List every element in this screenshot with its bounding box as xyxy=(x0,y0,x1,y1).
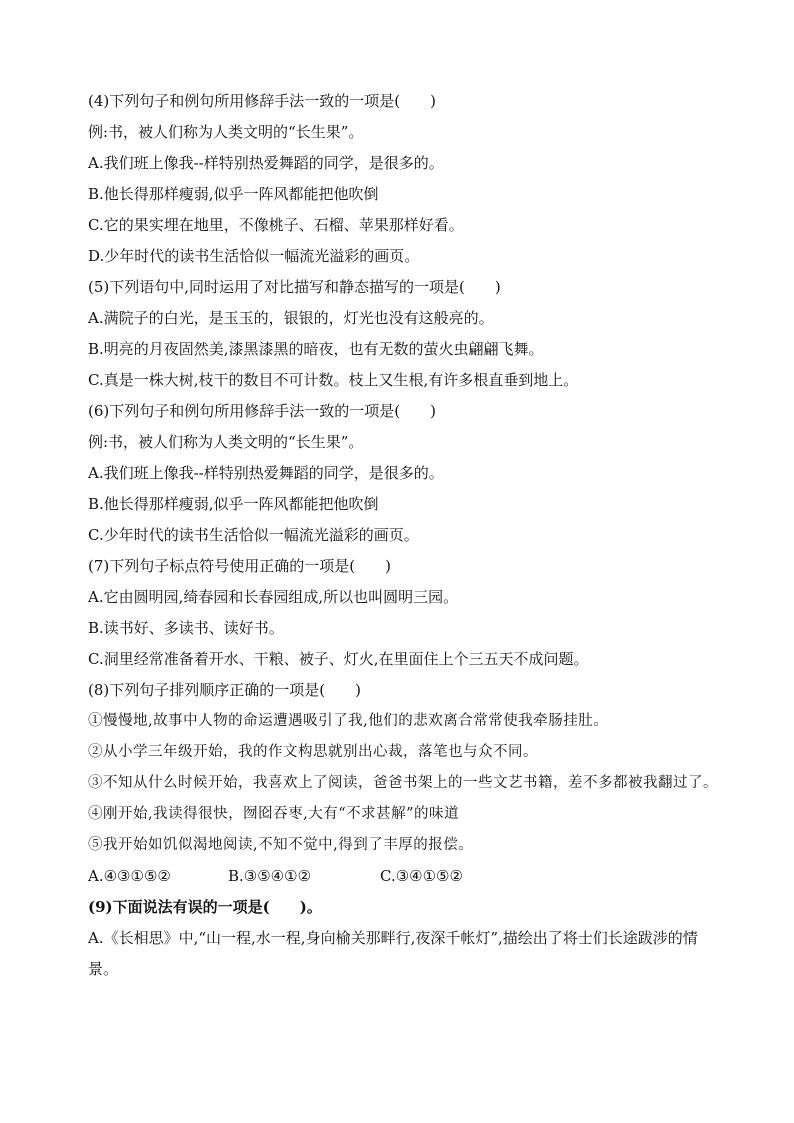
q4-stem: (4)下列句子和例句所用修辞手法一致的一项是( ) xyxy=(88,92,436,110)
q7-option-b: B.读书好、多读书、读好书。 xyxy=(88,619,284,637)
q6-option-b: B.他长得那样瘦弱,似乎一阵风都能把他吹倒 xyxy=(88,495,379,513)
q6-option-c: C.少年时代的读书生活恰似一幅流光溢彩的画页。 xyxy=(88,526,419,544)
q4-example: 例:书，被人们称为人类文明的“长生果”。 xyxy=(88,123,364,141)
q7-option-a: A.它由圆明园,绮春园和长春园组成,所以也叫圆明三园。 xyxy=(88,588,459,606)
q5-option-c: C.真是一株大树,枝干的数目不可计数。枝上又生根,有许多根直垂到地上。 xyxy=(88,371,579,389)
q8-sentence-1: ①慢慢地,故事中人物的命运遭遇吸引了我,他们的悲欢离合常常使我牵肠挂肚。 xyxy=(88,713,609,729)
q6-option-a: A.我们班上像我--样特别热爱舞蹈的同学，是很多的。 xyxy=(88,464,444,482)
q8-stem: (8)下列句子排列顺序正确的一项是( ) xyxy=(88,681,361,699)
q8-option-c: C.③④①⑤② xyxy=(380,867,463,885)
q5-stem: (5)下列语句中,同时运用了对比描写和静态描写的一项是( ) xyxy=(88,278,501,296)
q8-sentence-2: ②从小学三年级开始，我的作文构思就别出心裁，落笔也与众不同。 xyxy=(88,744,538,760)
q4-option-d: D.少年时代的读书生活恰似一幅流光溢彩的画页。 xyxy=(88,247,420,265)
q8-option-b: B.③⑤④①② xyxy=(228,867,312,885)
q8-options xyxy=(88,861,724,892)
q7-stem: (7)下列句子标点符号使用正确的一项是( ) xyxy=(88,557,391,575)
q4-option-b: B.他长得那样瘦弱,似乎一阵风都能把他吹倒 xyxy=(88,185,379,203)
q8-sentence-5: ⑤我开始如饥似渴地阅读,不知不觉中,得到了丰厚的报偿。 xyxy=(88,837,474,853)
q6-example: 例:书，被人们称为人类文明的“长生果”。 xyxy=(88,433,364,451)
q8-option-a: A.④③①⑤② xyxy=(88,867,171,885)
q9-stem: (9)下面说法有误的一项是( )。 xyxy=(88,898,322,916)
q7-option-c: C.洞里经常准备着开水、干粮、被子、灯火,在里面住上个三五天不成问题。 xyxy=(88,650,589,668)
q4-option-c: C.它的果实埋在地里，不像桃子、石榴、苹果那样好看。 xyxy=(88,216,464,234)
q8-sentence-3: ③不知从什么时候开始，我喜欢上了阅读，爸爸书架上的一些文艺书籍，差不多都被我翻过了。 xyxy=(88,775,718,791)
q8-sentence-4: ④刚开始,我读得很快，囫囵吞枣,大有“不求甚解”的味道 xyxy=(88,806,460,822)
q6-stem: (6)下列句子和例句所用修辞手法一致的一项是( ) xyxy=(88,402,436,420)
q5-option-a: A.满院子的白光，是玉玉的，银银的，灯光也没有这般亮的。 xyxy=(88,309,494,327)
q4-option-a: A.我们班上像我--样特别热爱舞蹈的同学，是很多的。 xyxy=(88,154,444,172)
q5-option-b: B.明亮的月夜固然美,漆黑漆黑的暗夜，也有无数的萤火虫翩翩飞舞。 xyxy=(88,340,544,358)
q9-option-a: A.《长相思》中,“山一程,水一程,身向榆关那畔行,夜深千帐灯”,描绘出了将士们长途跋涉的情景。 xyxy=(88,929,698,978)
